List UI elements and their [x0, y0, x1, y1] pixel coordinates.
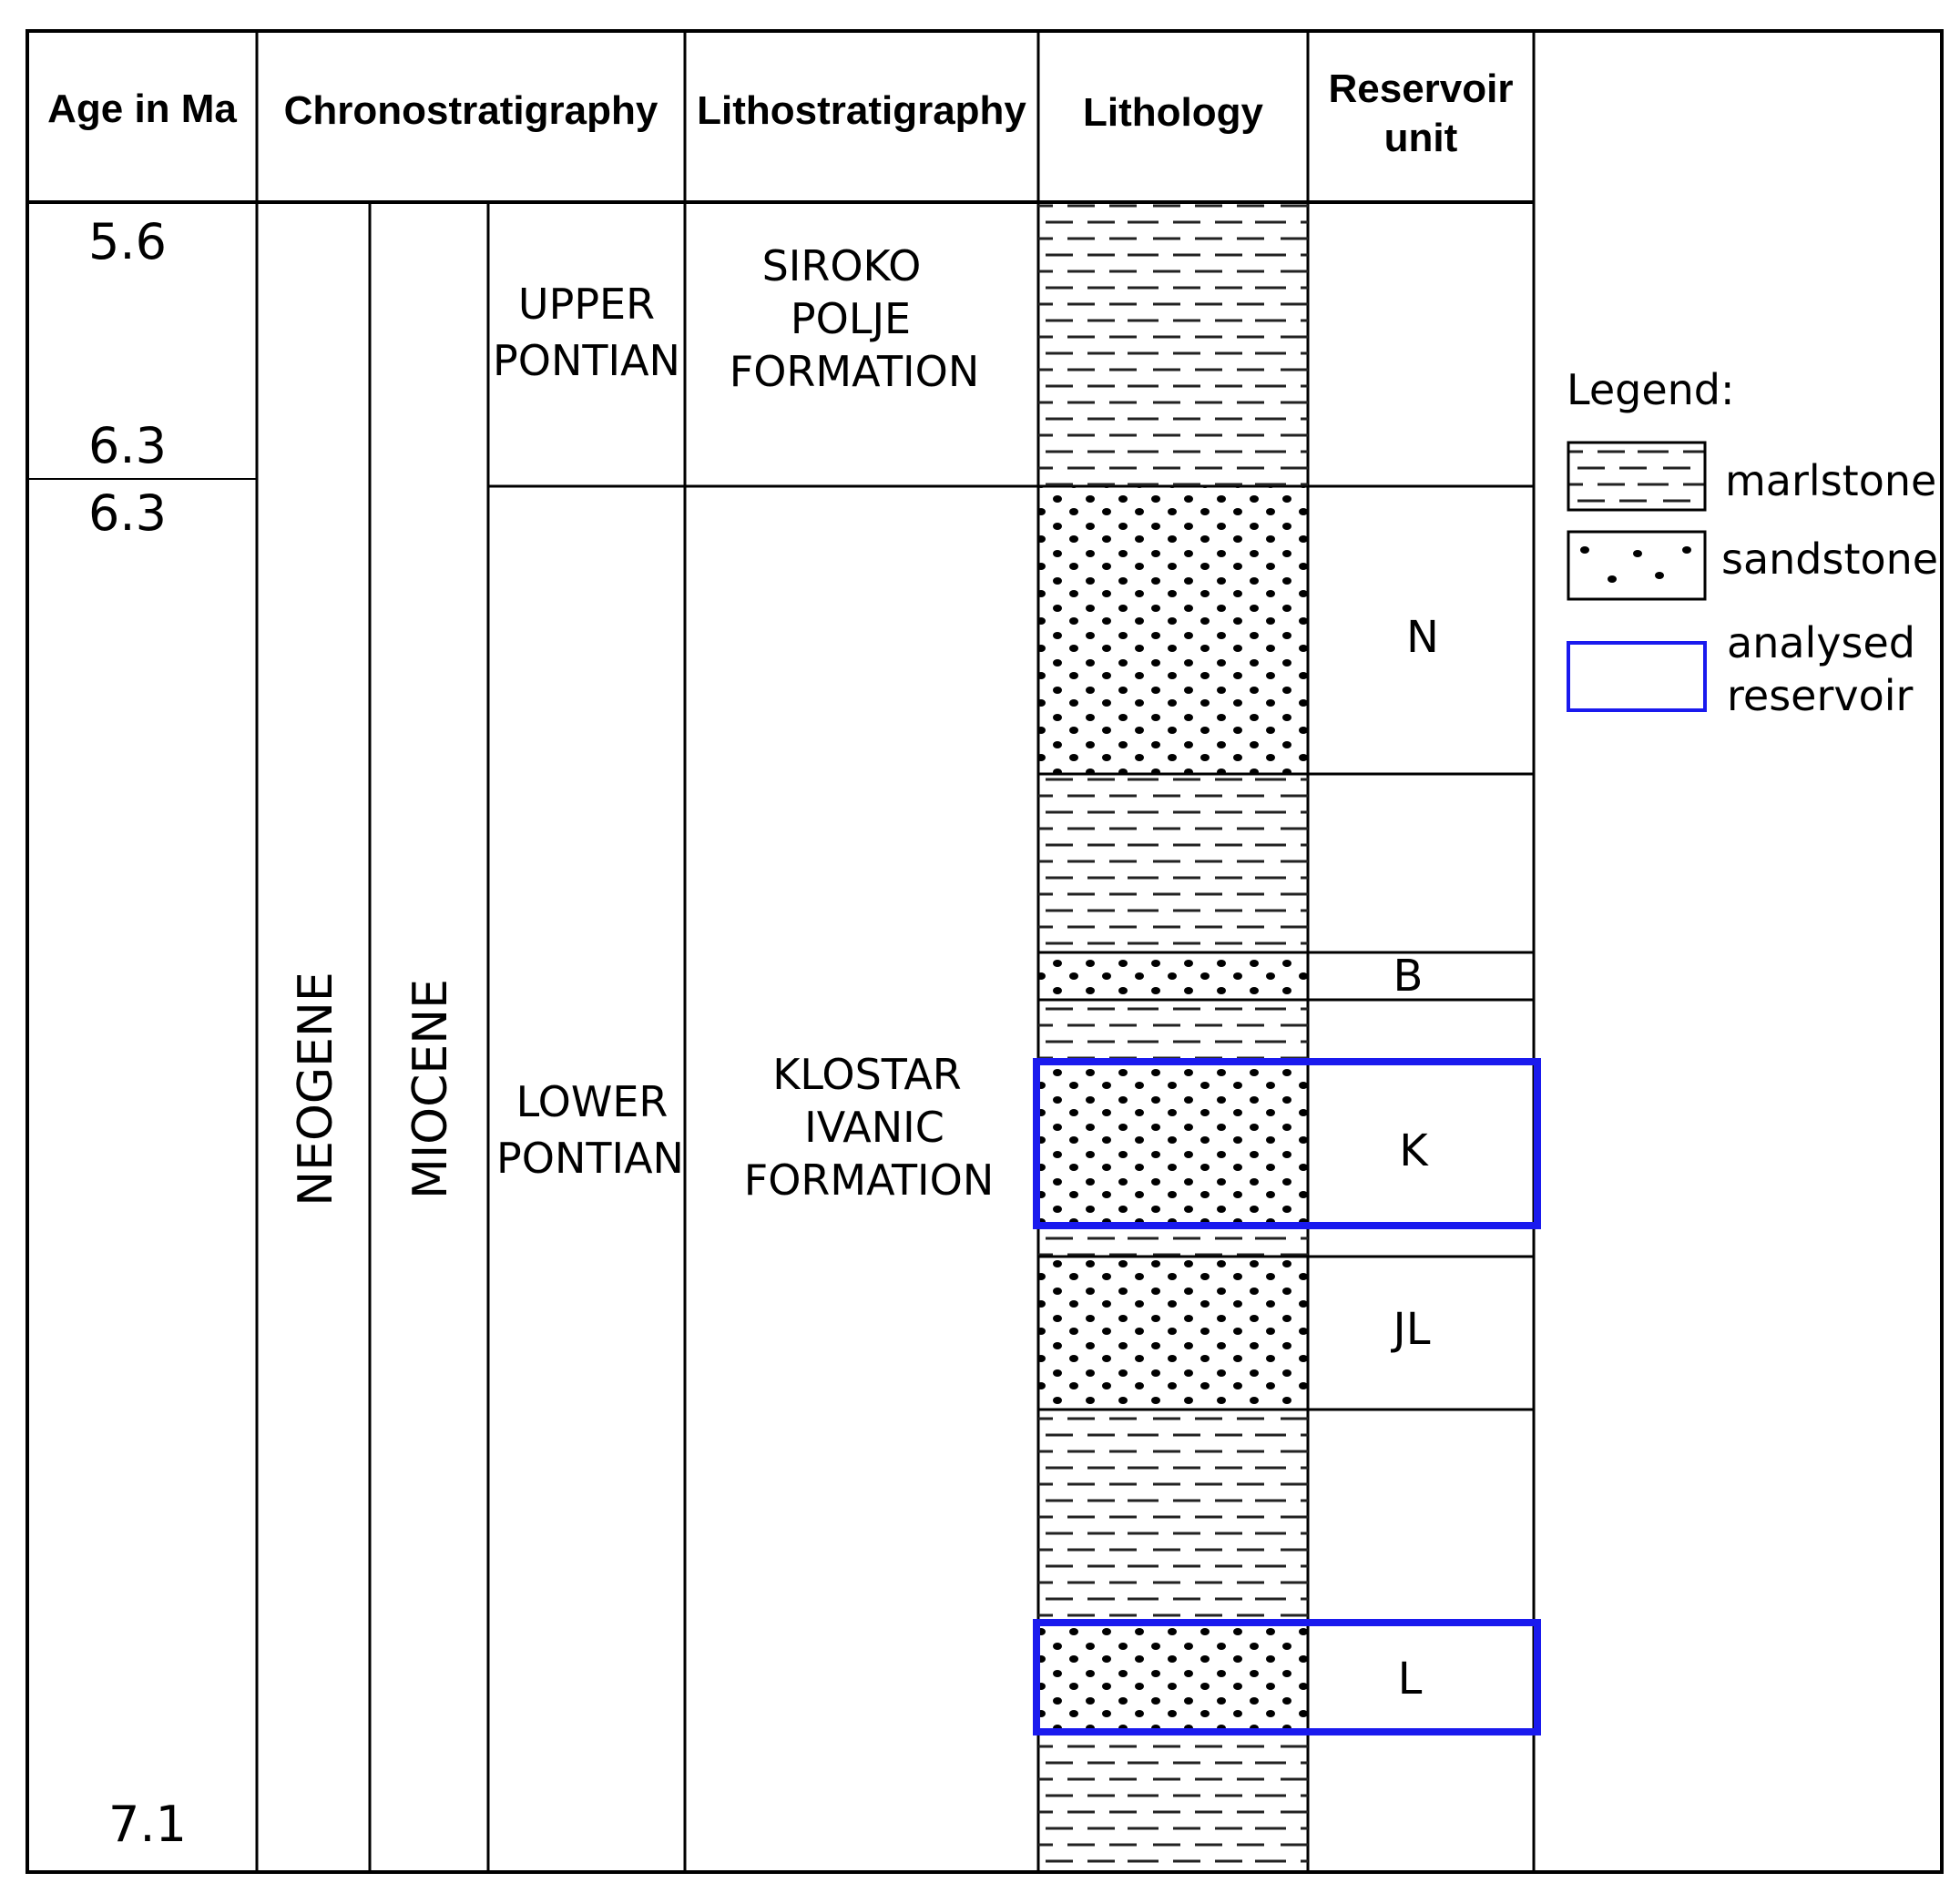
marlstone-layer — [1038, 202, 1308, 486]
age-label: 6.3 — [88, 417, 167, 474]
reservoir-unit-jl: JL — [1393, 1304, 1431, 1355]
sandstone-layer-l — [1038, 1623, 1308, 1732]
reservoir-unit-n: N — [1406, 612, 1439, 663]
header-reservoir-line2: unit — [1383, 116, 1458, 160]
marlstone-layer — [1038, 1000, 1308, 1064]
legend-analysed-line1: analysed — [1727, 618, 1915, 667]
legend-analysed-swatch — [1568, 643, 1705, 710]
upper-stage-line2: PONTIAN — [493, 336, 680, 385]
legend-title: Legend: — [1567, 365, 1735, 414]
formation-lower-line2: IVANIC — [804, 1103, 944, 1152]
formation-upper-line2: POLJE — [790, 294, 912, 343]
formation-upper-line1: SIROKO — [761, 241, 922, 290]
age-label-bottom: 7.1 — [108, 1796, 187, 1853]
reservoir-unit-l: L — [1397, 1654, 1423, 1705]
sandstone-layer-k — [1038, 1064, 1308, 1226]
header-age: Age in Ma — [47, 87, 237, 131]
legend-sandstone-label: sandstone — [1721, 534, 1939, 584]
age-label: 6.3 — [88, 484, 167, 542]
period-label: NEOGENE — [289, 972, 343, 1206]
formation-lower-line1: KLOSTAR — [772, 1050, 962, 1099]
marlstone-layer — [1038, 1732, 1308, 1872]
lower-stage-line2: PONTIAN — [496, 1134, 684, 1183]
reservoir-unit-b: B — [1393, 951, 1424, 1002]
reservoir-unit-k: K — [1399, 1125, 1428, 1176]
epoch-label: MIOCENE — [403, 978, 458, 1200]
lower-stage-line1: LOWER — [516, 1077, 669, 1126]
header-reservoir-line1: Reservoir — [1328, 66, 1514, 111]
header-chronostratigraphy: Chronostratigraphy — [283, 88, 658, 133]
legend-sandstone-swatch — [1568, 532, 1705, 599]
legend-marlstone-label: marlstone — [1725, 456, 1937, 505]
sandstone-layer-b — [1038, 952, 1308, 1000]
formation-upper-line3: FORMATION — [729, 347, 980, 396]
marlstone-layer — [1038, 1226, 1308, 1257]
formation-lower-line3: FORMATION — [743, 1155, 995, 1205]
sandstone-layer-jl — [1038, 1257, 1308, 1410]
legend — [1567, 365, 1938, 720]
age-label-top: 5.6 — [88, 213, 167, 270]
header-lithology: Lithology — [1083, 90, 1263, 135]
sandstone-layer-n — [1038, 486, 1308, 774]
outer-frame — [27, 31, 1942, 1872]
legend-analysed-line2: reservoir — [1727, 671, 1914, 720]
marlstone-layer — [1038, 1410, 1308, 1623]
upper-stage-line1: UPPER — [517, 280, 656, 329]
legend-marlstone-swatch — [1568, 443, 1705, 510]
marlstone-layer — [1038, 774, 1308, 952]
header-lithostratigraphy: Lithostratigraphy — [697, 88, 1026, 133]
